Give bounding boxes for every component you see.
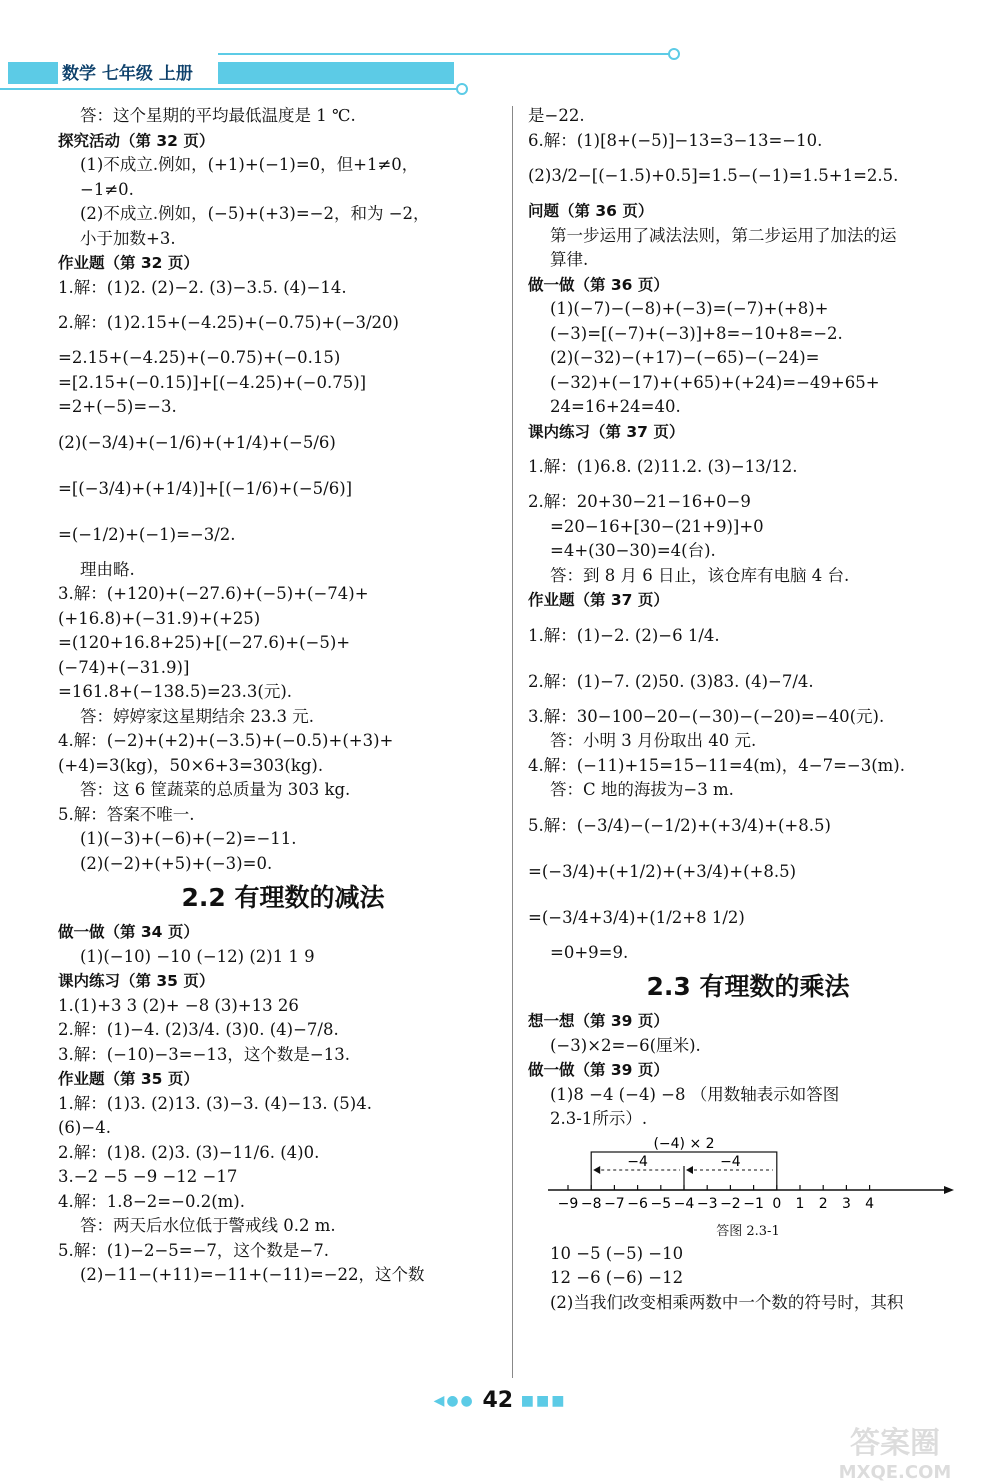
answer-line: (2)当我们改变相乘两数中一个数的符号时，其积 xyxy=(550,1292,904,1312)
header-dot-right xyxy=(668,48,680,60)
page-number: 42 xyxy=(482,1388,514,1413)
tick-label: −7 xyxy=(604,1195,625,1212)
number-line-svg xyxy=(528,1136,958,1222)
answer-line: 2.3-1所示）. xyxy=(550,1109,648,1128)
tick-label: 4 xyxy=(865,1195,875,1212)
answer-line: =161.8+(−138.5)=23.3(元). xyxy=(58,682,293,701)
answer-line: 4.解：1.8−2=−0.2(m). xyxy=(58,1191,245,1211)
answer-line: (2)(−2)+(+5)+(−3)=0. xyxy=(80,853,273,873)
answer-line: 4.解：(−2)+(+2)+(−3.5)+(−0.5)+(+3)+ xyxy=(58,731,394,750)
answer-line: 5.解：(−3/4)−(−1/2)+(+3/4)+(+8.5) xyxy=(528,815,831,835)
answer-line: 3.解：30−100−20−(−30)−(−20)=−40(元). xyxy=(528,706,885,726)
watermark xyxy=(800,1418,990,1483)
section-heading: 2.2 有理数的减法 xyxy=(181,883,385,912)
answer-line: 第一步运用了减法法则，第二步运用了加法的运 xyxy=(550,225,897,245)
answer-line: 小于加数+3. xyxy=(80,228,176,248)
answer-line: 2.解：(1)8. (2)3. (3)−11/6. (4)0. xyxy=(58,1142,320,1162)
answer-line: (−3)=[(−7)+(−3)]+8=−10+8=−2. xyxy=(550,323,843,343)
answer-line: (+16.8)+(−31.9)+(+25) xyxy=(58,608,261,628)
watermark-logo: 答案圈 xyxy=(850,1426,940,1461)
answer-line: 答：小明 3 月份取出 40 元. xyxy=(550,731,757,750)
subsection-label: 探究活动（第 32 页） xyxy=(58,131,215,150)
answer-line: =20−16+[30−(21+9)]+0 xyxy=(550,516,764,536)
subsection-label: 课内练习（第 35 页） xyxy=(58,972,215,990)
answer-line: 4.解：(−11)+15=15−11=4(m)，4−7=−3(m). xyxy=(528,755,905,775)
answer-line: =4+(30−30)=4(台). xyxy=(550,541,716,560)
tick-label: −3 xyxy=(696,1195,718,1212)
footer-arrows-right-icon: ■■■ xyxy=(520,1393,567,1409)
answer-line: (2)不成立.例如，(−5)+(+3)=−2，和为 −2， xyxy=(80,204,430,223)
subsection-label: 课内练习（第 37 页） xyxy=(528,422,685,441)
segment-label-2: −4 xyxy=(720,1153,741,1170)
answer-line: (−74)+(−31.9)] xyxy=(58,657,190,677)
answer-line: =0+9=9. xyxy=(550,942,629,962)
subsection-label: 想一想（第 39 页） xyxy=(528,1012,669,1030)
segment-label-1: −4 xyxy=(627,1153,648,1170)
answer-line: 24=16+24=40. xyxy=(550,397,681,416)
subsection-label: 作业题（第 32 页） xyxy=(58,254,199,272)
left-column xyxy=(58,104,508,1288)
answer-line: 2.解：20+30−21−16+0−9 xyxy=(528,492,751,511)
subsection-label: 做一做（第 36 页） xyxy=(528,275,669,294)
tick-label: 3 xyxy=(841,1195,851,1212)
header-title: 数学 七年级 上册 xyxy=(62,64,193,84)
tick-label: −2 xyxy=(720,1195,741,1212)
arrowhead-mid-icon xyxy=(686,1166,693,1174)
figure-top-label: (−4) × 2 xyxy=(653,1135,715,1152)
answer-line: 2.解：(1)2.15+(−4.25)+(−0.75)+(−3/20) xyxy=(58,313,399,332)
header-rule-top xyxy=(218,53,670,55)
header-rule-bottom xyxy=(0,88,460,90)
tick-label: −1 xyxy=(743,1195,764,1212)
answer-line: 1.解：(1)6.8. (2)11.2. (3)−13/12. xyxy=(528,457,798,476)
tick-label: −6 xyxy=(627,1195,648,1212)
answer-line: 5.解：(1)−2−5=−7，这个数是−7. xyxy=(58,1240,329,1260)
answer-line: (1)不成立.例如，(+1)+(−1)=0，但+1≠0， xyxy=(80,155,419,174)
answer-line: 1.解：(1)−2. (2)−6 1/4. xyxy=(528,625,720,645)
answer-line: 3.解：(−10)−3=−13，这个数是−13. xyxy=(58,1044,350,1064)
number-line-figure xyxy=(528,1136,968,1222)
answer-line: 答：C 地的海拔为−3 m. xyxy=(550,780,734,799)
answer-line: 3.−2 −5 −9 −12 −17 xyxy=(58,1167,238,1186)
answer-line: (−32)+(−17)+(+65)+(+24)=−49+65+ xyxy=(550,372,880,392)
answer-line: =[2.15+(−0.15)]+[(−4.25)+(−0.75)] xyxy=(58,372,367,392)
subsection-label: 做一做（第 34 页） xyxy=(58,923,199,941)
figure-caption: 答图 2.3-1 xyxy=(716,1223,780,1239)
tick-label: −8 xyxy=(580,1195,602,1212)
tick-label: 0 xyxy=(772,1195,782,1212)
footer-arrows-left-icon: ◀●● xyxy=(433,1393,475,1409)
arrowhead-left-icon xyxy=(593,1166,600,1174)
answer-line: (2)(−3/4)+(−1/6)+(+1/4)+(−5/6) xyxy=(58,432,336,452)
watermark-url: MXQE.COM xyxy=(838,1462,952,1483)
tick-label: 2 xyxy=(818,1195,828,1212)
answer-line: 答：这 6 筐蔬菜的总质量为 303 kg. xyxy=(80,780,351,799)
header-dot-left xyxy=(456,83,468,95)
answer-line: 10 −5 (−5) −10 xyxy=(550,1243,684,1263)
right-column xyxy=(528,104,968,1315)
answer-line: =(−1/2)+(−1)=−3/2. xyxy=(58,524,236,544)
answer-line: =2+(−5)=−3. xyxy=(58,397,177,416)
answer-line: 1.解：(1)2. (2)−2. (3)−3.5. (4)−14. xyxy=(58,277,347,297)
answer-line: (1)(−7)−(−8)+(−3)=(−7)+(+8)+ xyxy=(550,299,829,318)
answer-line: 2.解：(1)−7. (2)50. (3)83. (4)−7/4. xyxy=(528,671,814,691)
axis-arrow-icon xyxy=(944,1186,954,1194)
answer-line: =(−3/4)+(+1/2)+(+3/4)+(+8.5) xyxy=(528,861,797,881)
answer-line: (+4)=3(kg)，50×6+3=303(kg). xyxy=(58,755,324,775)
answer-line: (1)(−10) −10 (−12) (2)1 1 9 xyxy=(80,946,315,966)
answer-line: (2)3/2−[(−1.5)+0.5]=1.5−(−1)=1.5+1=2.5. xyxy=(528,166,899,185)
answer-line: 答：两天后水位低于警戒线 0.2 m. xyxy=(80,1216,336,1235)
answer-line: =(120+16.8+25)+[(−27.6)+(−5)+ xyxy=(58,633,351,652)
subsection-label: 做一做（第 39 页） xyxy=(528,1061,669,1079)
header-band-left xyxy=(8,62,58,84)
answer-line: 算律. xyxy=(550,250,589,269)
answer-line: 12 −6 (−6) −12 xyxy=(550,1268,684,1287)
answer-line: (2)(−32)−(+17)−(−65)−(−24)= xyxy=(550,348,820,367)
answer-line: 5.解：答案不唯一. xyxy=(58,804,195,824)
answer-line: 答：这个星期的平均最低温度是 1 ℃. xyxy=(80,106,356,125)
answer-line: =(−3/4+3/4)+(1/2+8 1/2) xyxy=(528,907,745,927)
answer-line: 3.解：(+120)+(−27.6)+(−5)+(−74)+ xyxy=(58,584,369,603)
answer-line: 1.(1)+3 3 (2)+ −8 (3)+13 26 xyxy=(58,995,299,1015)
tick-label: −5 xyxy=(650,1195,672,1212)
answer-line: (1)(−3)+(−6)+(−2)=−11. xyxy=(80,829,297,848)
tick-label: −4 xyxy=(673,1195,695,1212)
subsection-label: 作业题（第 35 页） xyxy=(58,1070,199,1088)
column-divider xyxy=(512,106,513,1378)
answer-line: 是−22. xyxy=(528,106,585,125)
answer-line: −1≠0. xyxy=(80,179,134,199)
header-band-right xyxy=(218,62,454,84)
answer-line: 答：到 8 月 6 日止，该仓库有电脑 4 台. xyxy=(550,565,850,585)
answer-line: (1)8 −4 (−4) −8 （用数轴表示如答图 xyxy=(550,1084,840,1104)
answer-line: 1.解：(1)3. (2)13. (3)−3. (4)−13. (5)4. xyxy=(58,1093,372,1113)
answer-line: 6.解：(1)[8+(−5)]−13=3−13=−10. xyxy=(528,130,823,150)
page-number-footer xyxy=(0,1388,1000,1413)
answer-line: =2.15+(−4.25)+(−0.75)+(−0.15) xyxy=(58,348,341,367)
answer-line: (−3)×2=−6(厘米). xyxy=(550,1035,701,1055)
subsection-label: 问题（第 36 页） xyxy=(528,202,654,220)
subsection-label: 作业题（第 37 页） xyxy=(528,591,669,609)
section-heading: 2.3 有理数的乘法 xyxy=(646,972,850,1001)
tick-label: 1 xyxy=(795,1195,805,1212)
answer-line: 答：婷婷家这星期结余 23.3 元. xyxy=(80,706,314,726)
answer-line: 理由略. xyxy=(80,559,135,579)
answer-line: 2.解：(1)−4. (2)3/4. (3)0. (4)−7/8. xyxy=(58,1020,339,1039)
page-header xyxy=(0,48,1000,94)
answer-line: (6)−4. xyxy=(58,1118,111,1137)
answer-line: =[(−3/4)+(+1/4)]+[(−1/6)+(−5/6)] xyxy=(58,478,353,498)
tick-label: −9 xyxy=(557,1195,579,1212)
answer-line: (2)−11−(+11)=−11+(−11)=−22，这个数 xyxy=(80,1265,425,1284)
